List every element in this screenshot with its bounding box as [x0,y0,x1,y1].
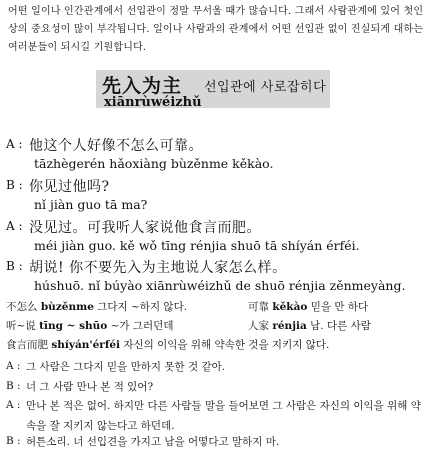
dialogue-pinyin: húshuō. nǐ búyào xiānrùwéizhǔ de shuō rénjia zěnmeyàng. [34,278,406,293]
dialogue-chinese: 他这个人好像不怎么可靠。 [29,138,203,154]
dialogue-speaker: B : [6,178,23,192]
dialogue-chinese: 你见过他吗? [29,179,110,195]
dialogue-chinese: 胡说! 你不要先入为主地说人家怎么样。 [29,260,287,276]
vocab-hanzi: 听~说 [6,320,36,332]
vocab-meaning: 믿을 만 하다 [310,301,369,313]
intro-paragraph: 어떤 일이나 인간관계에서 선입관이 정말 무서울 때가 많습니다. 그래서 사람관계에 있어 첫인상의 중요성이 많이 부각됩니다. 일이나 사람과의 관계에서 어떤 선입관 없이 진실되게 대하는 여러분들이 되시길 기원합니다. [8,6,424,53]
vocab-meaning: 자신의 이익을 위해 약속한 것을 지키지 않다. [123,339,330,351]
vocab-pinyin: tīng ~ shūo [39,320,108,332]
vocab-hanzi: 不怎么 [6,301,38,313]
vocab-meaning: 그다지 ~하지 않다. [97,301,188,313]
dialogue-chinese: 没见过。可我听人家说他食言而肥。 [29,220,261,236]
vocab-item [6,299,187,314]
vocab-hanzi: 人家 [248,320,269,332]
dialogue-pinyin: tāzhègerén hǎoxiàng bùzěnme kěkào. [34,156,274,171]
dialogue-pinyin: méi jiàn guo. kě wǒ tīng rénjia shuō tā shíyán érféi. [34,238,360,253]
vocab-pinyin: shíyán'érféi [51,339,121,351]
vocab-meaning: ~가 그러던데 [110,320,174,332]
translation-text: 만나 본 적은 없어. 하지만 다른 사람들 말을 들어보면 그 사람은 자신의 이익을 위해 약속을 잘 지키지 않는다고 하던데. [26,400,421,432]
dialogue-pinyin: nǐ jiàn guo tā ma? [34,197,148,212]
dialogue-speaker: A : [6,219,23,233]
title-pinyin: xiānrùwéizhǔ [104,95,202,110]
vocab-pinyin: bùzěnme [40,301,94,313]
translation-speaker: B : [6,435,21,447]
vocab-item [248,299,368,314]
dialogue-speaker: B : [6,259,23,273]
vocab-pinyin: kěkào [272,301,308,313]
translation-text: 허튼소리. 너 선입견을 가지고 남을 어떻다고 말하지 마. [26,436,280,448]
vocab-hanzi: 食言而肥 [6,339,48,351]
vocab-hanzi: 可靠 [248,301,269,313]
vocab-item [6,337,329,352]
vocab-pinyin: rénjia [272,320,307,332]
title-korean: 선입관에 사로잡히다 [204,80,327,95]
title-chinese: 先入为主 [102,75,183,97]
translation-speaker: A : [6,360,21,372]
vocab-meaning: 남. 다른 사람 [310,320,371,332]
translation-speaker: A : [6,399,21,411]
translation-text: 너 그 사람 만나 본 적 있어? [26,381,154,393]
translation-text: 그 사람은 그다지 믿을 만하지 못한 것 같아. [26,361,226,373]
dialogue-speaker: A : [6,137,23,151]
vocab-item [6,318,173,333]
translation-speaker: B : [6,380,21,392]
vocab-item [248,318,371,333]
